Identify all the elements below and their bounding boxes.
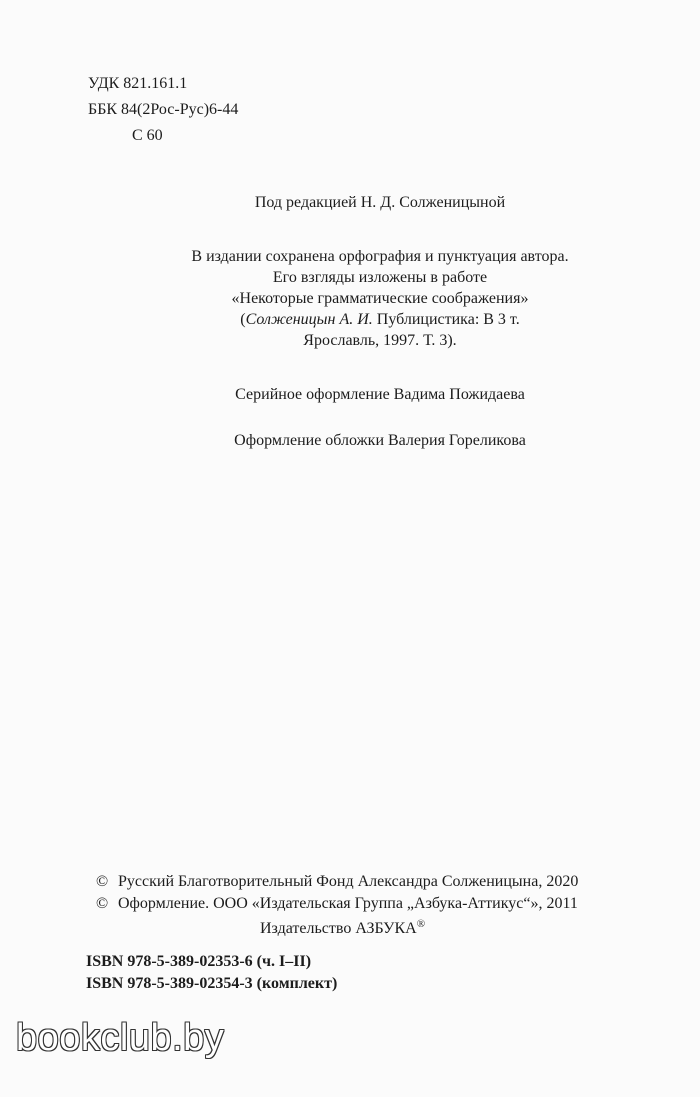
watermark-text: bookclub.by [16,1017,225,1059]
series-design-credit: Серийное оформление Вадима Пожидаева [235,386,525,403]
note-source: Публицистика: В 3 т. [372,311,520,328]
bbk-code: ББК 84(2Рос-Рус)6-44 [88,101,239,118]
note-paren: ( [240,311,246,328]
publication-note [100,246,660,351]
note-author-italic: Солженицын А. И. [245,311,373,328]
udk-code: УДК 821.161.1 [88,75,188,92]
registered-mark: ® [416,918,426,930]
copyright-symbol: © [96,895,109,912]
note-line-2: Его взгляды изложены в работе [272,269,488,286]
note-line-4 [100,309,660,330]
isbn-line-1: ISBN 978-5-389-02353-6 (ч. I–II) [86,953,312,970]
note-line-1: В издании сохранена орфография и пунктуация автора. [191,248,569,265]
copyright-text-1: Русский Благотворительный Фонд Александра Солженицына, 2020 [118,873,579,890]
copyright-symbol: © [96,873,109,890]
author-sign-code: С 60 [132,127,163,144]
copyright-text-2: Оформление. ООО «Издательская Группа „Азбука-Аттикус“», 2011 [118,895,578,912]
isbn-line-2: ISBN 978-5-389-02354-3 (комплект) [86,975,338,992]
note-line-3: «Некоторые грамматические соображения» [231,290,529,307]
note-line-5: Ярославль, 1997. Т. 3). [303,332,457,349]
cover-design-credit: Оформление обложки Валерия Гореликова [234,432,526,449]
copyright-line-2 [96,894,578,914]
copyright-line-1 [96,872,578,892]
editor-line: Под редакцией Н. Д. Солженицыной [254,194,506,211]
publisher-name: Издательство АЗБУКА [260,920,417,937]
copyright-line-3 [260,914,425,939]
